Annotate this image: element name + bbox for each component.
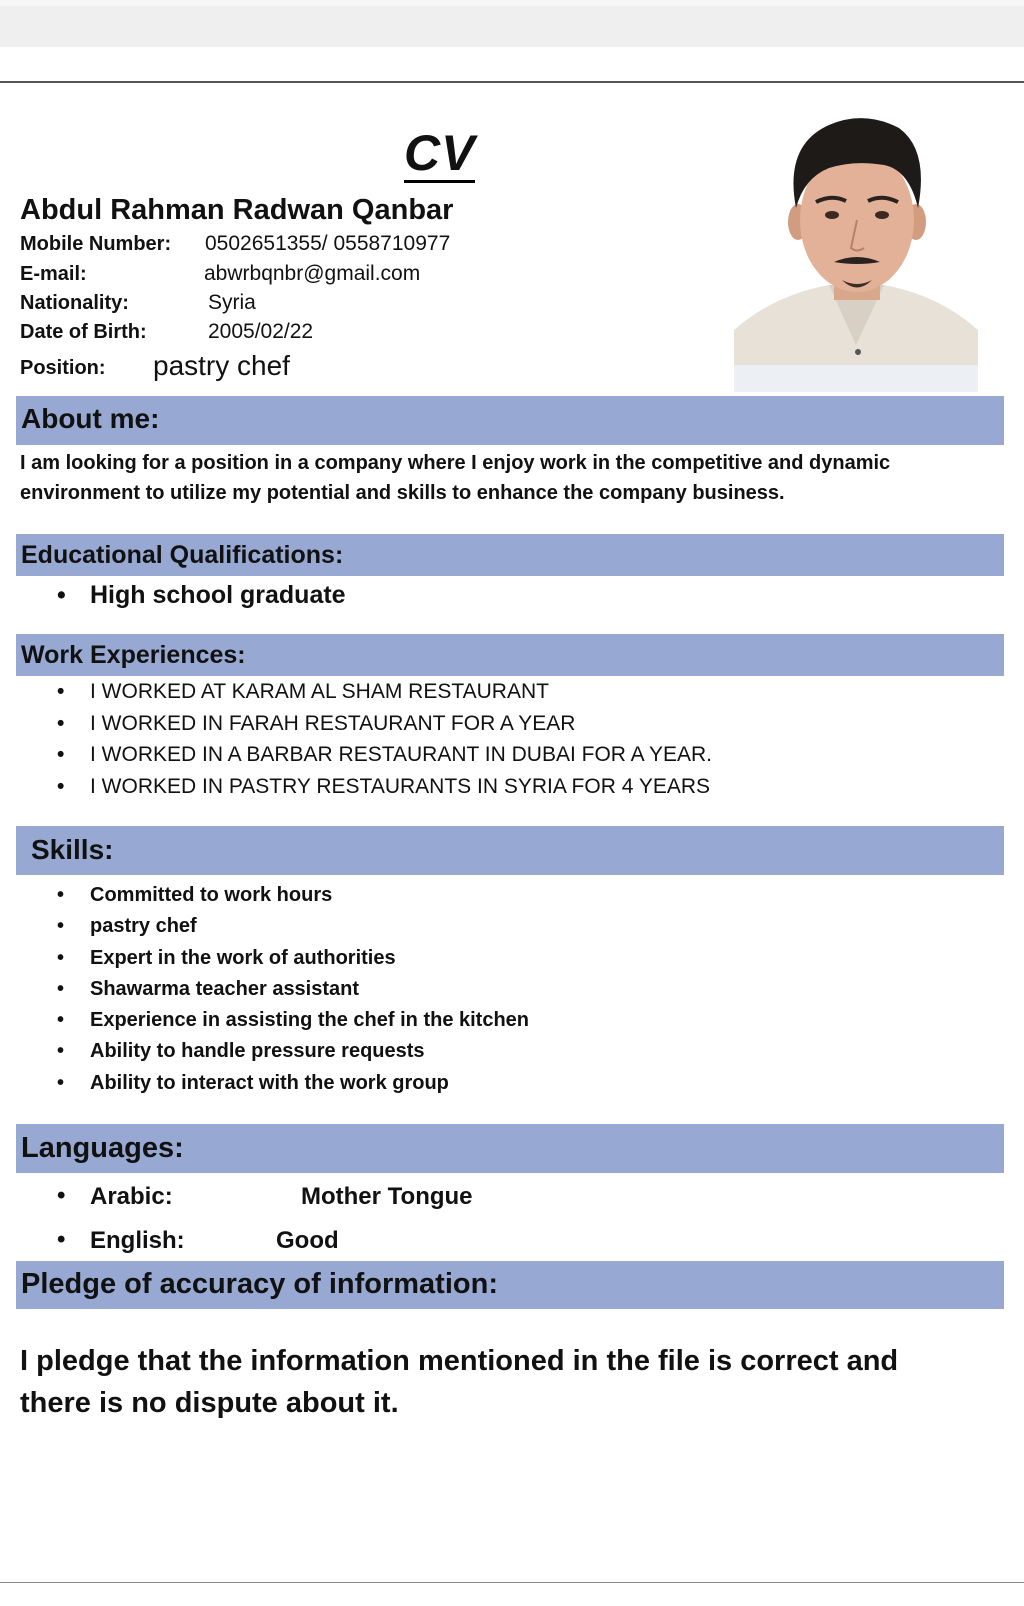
language-english: English:	[90, 1227, 185, 1254]
bullet-icon: •	[57, 1182, 66, 1209]
languages-heading: Languages:	[21, 1132, 184, 1164]
dob-value: 2005/02/22	[208, 320, 314, 343]
list-item: • I WORKED IN PASTRY RESTAURANTS IN SYRIA FOR 4 YEARS	[20, 771, 712, 803]
work-heading: Work Experiences:	[21, 641, 246, 669]
person-portrait-icon	[734, 90, 978, 392]
profile-photo	[734, 90, 978, 392]
position-value: pastry chef	[153, 350, 290, 381]
languages-heading-band	[16, 1124, 1004, 1173]
cv-title: CV	[404, 125, 476, 181]
top-divider	[0, 81, 1024, 83]
pledge-text-line: I pledge that the information mentioned in the file is correct and	[20, 1345, 899, 1377]
about-heading-band	[16, 396, 1004, 445]
list-item: • Ability to handle pressure requests	[20, 1036, 529, 1067]
skills-list	[20, 880, 529, 1099]
skills-heading: Skills:	[31, 834, 114, 865]
work-list	[20, 676, 712, 802]
nationality-label: Nationality:	[20, 292, 129, 314]
pledge-text	[20, 1340, 898, 1424]
person-name: Abdul Rahman Radwan Qanbar	[20, 194, 454, 226]
about-text: I am looking for a position in a company where I enjoy work in the competitive and dynamic environment to utilize my potential and skills to enhance the company business.	[20, 452, 891, 504]
language-english-level: Good	[276, 1227, 339, 1254]
bullet-icon: •	[57, 1226, 66, 1253]
language-arabic: Arabic:	[90, 1183, 173, 1210]
language-arabic-level: Mother Tongue	[301, 1183, 473, 1210]
about-heading: About me:	[21, 403, 160, 434]
skills-heading-band	[16, 826, 1004, 875]
list-item: • High school graduate	[20, 580, 346, 610]
position-label: Position:	[20, 357, 106, 379]
email-label: E-mail:	[20, 263, 87, 285]
email-value: abwrbqnbr@gmail.com	[204, 262, 421, 285]
top-bar	[0, 0, 1024, 47]
list-item: • I WORKED IN FARAH RESTAURANT FOR A YEAR	[20, 708, 712, 740]
education-heading-band	[16, 534, 1004, 576]
mobile-value: 0502651355/ 0558710977	[205, 232, 451, 255]
list-item: • pastry chef	[20, 911, 529, 942]
education-list	[20, 580, 346, 610]
nationality-value: Syria	[208, 291, 256, 314]
pledge-heading: Pledge of accuracy of information:	[21, 1268, 498, 1300]
list-item: • Ability to interact with the work group	[20, 1068, 529, 1099]
list-item: • Committed to work hours	[20, 880, 529, 911]
pledge-text-line: there is no dispute about it.	[20, 1387, 399, 1419]
list-item: • Expert in the work of authorities	[20, 943, 529, 974]
pledge-heading-band	[16, 1261, 1004, 1309]
list-item: • I WORKED IN A BARBAR RESTAURANT IN DUBAI FOR A YEAR.	[20, 739, 712, 771]
bottom-divider	[0, 1582, 1024, 1583]
list-item: • I WORKED AT KARAM AL SHAM RESTAURANT	[20, 676, 712, 708]
list-item: • Experience in assisting the chef in the kitchen	[20, 1005, 529, 1036]
list-item: • Shawarma teacher assistant	[20, 974, 529, 1005]
mobile-label: Mobile Number:	[20, 233, 172, 255]
dob-label: Date of Birth:	[20, 321, 147, 343]
work-heading-band	[16, 634, 1004, 676]
education-heading: Educational Qualifications:	[21, 541, 344, 569]
